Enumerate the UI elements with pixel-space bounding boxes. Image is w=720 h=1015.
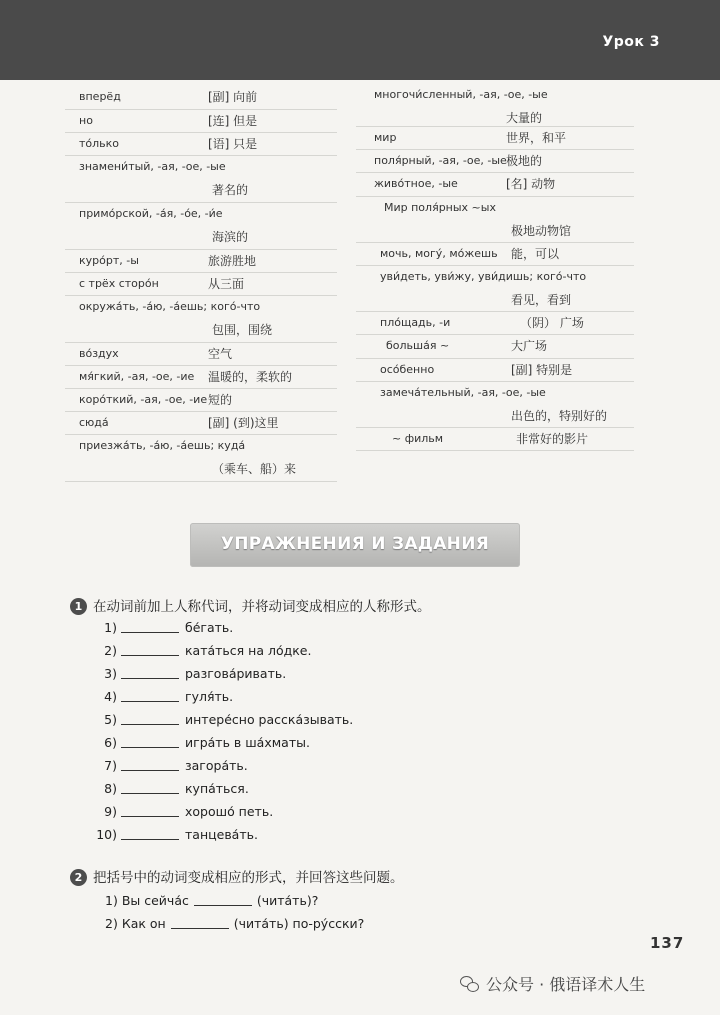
item-number: 5) [104, 712, 117, 727]
vocab-row [356, 359, 634, 382]
vocab-word: коро́ткий, -ая, -ое, -ие [79, 393, 208, 406]
vocab-row [65, 110, 337, 133]
vocab-word: куро́рт, -ы [79, 254, 139, 267]
exercise-item [95, 689, 353, 712]
vocab-word: приезжа́ть, -а́ю, -а́ешь; куда́ [79, 439, 246, 452]
vocab-word: примо́рской, -а́я, -о́е, -и́е [79, 207, 223, 220]
vocab-row [65, 389, 337, 412]
exercise-item [95, 758, 353, 781]
item-number: 1) [105, 893, 118, 908]
vocab-row [65, 156, 337, 203]
vocab-word: живо́тное, -ые [374, 177, 458, 190]
vocab-word: многочи́сленный, -ая, -ое, -ые [374, 88, 548, 101]
answer-blank[interactable] [121, 620, 179, 633]
vocab-row [65, 366, 337, 389]
vocab-translation: 出色的，特别好的 [511, 409, 608, 423]
vocab-row [356, 150, 634, 173]
vocab-list-left [65, 86, 337, 482]
item-text: разгова́ривать. [185, 666, 287, 681]
vocab-word: больша́я ~ [386, 339, 450, 352]
exercise-item [95, 712, 353, 735]
vocab-word: окружа́ть, -а́ю, -а́ешь; кого́-что [79, 300, 261, 313]
vocab-translation: 极地动物馆 [511, 224, 572, 238]
vocab-word: во́здух [79, 347, 119, 360]
answer-blank[interactable] [121, 735, 179, 748]
vocab-translation: 极地的 [506, 154, 543, 168]
item-text-before: Как он [121, 916, 166, 931]
vocab-translation: （乘车、船）来 [212, 462, 297, 476]
exercise-1-list [95, 620, 353, 850]
exercise-item [95, 781, 353, 804]
item-text: интере́сно расска́зывать. [185, 712, 354, 727]
exercise-item [95, 804, 353, 827]
vocab-row [356, 127, 634, 150]
vocab-translation: [连] 但是 [208, 114, 258, 128]
vocab-translation: 大量的 [506, 111, 543, 125]
vocab-translation: [副] 向前 [208, 90, 258, 104]
item-text-after: (чита́ть)? [256, 893, 319, 908]
page-number: 137 [650, 934, 685, 952]
vocab-row [65, 412, 337, 435]
vocab-word: поля́рный, -ая, -ое, -ые [374, 154, 507, 167]
answer-blank[interactable] [171, 916, 229, 929]
vocab-translation: 旅游胜地 [208, 254, 257, 268]
exercise-item [95, 643, 353, 666]
answer-blank[interactable] [121, 689, 179, 702]
vocab-translation: 看见，看到 [511, 293, 572, 307]
exercise-item [105, 893, 364, 916]
vocab-row [356, 84, 634, 127]
item-text: ката́ться на ло́дке. [185, 643, 312, 658]
vocab-row [65, 343, 337, 366]
item-number: 10) [96, 827, 117, 842]
vocab-translation: 包围，围绕 [212, 323, 273, 337]
exercise-instruction: 在动词前加上人称代词，并将动词变成相应的人称形式。 [93, 599, 431, 615]
vocab-word: мочь, могу́, мо́жешь [380, 247, 498, 260]
vocab-word: вперёд [79, 90, 121, 103]
item-text: танцева́ть. [185, 827, 258, 842]
item-number: 1) [104, 620, 117, 635]
exercise-2-title [70, 866, 404, 886]
answer-blank[interactable] [121, 781, 179, 794]
vocab-word: осо́бенно [380, 363, 435, 376]
item-number: 7) [104, 758, 117, 773]
answer-blank[interactable] [121, 827, 179, 840]
answer-blank[interactable] [121, 643, 179, 656]
vocab-translation: 世界，和平 [506, 131, 567, 145]
answer-blank[interactable] [194, 893, 252, 906]
vocab-row [65, 250, 337, 273]
item-text: гуля́ть. [185, 689, 234, 704]
item-text: купа́ться. [185, 781, 249, 796]
item-number: 6) [104, 735, 117, 750]
vocab-row [356, 173, 634, 197]
vocab-word: ~ фильм [392, 432, 444, 445]
exercise-item [95, 735, 353, 758]
item-text-after: (чита́ть) по-ру́сски? [233, 916, 365, 931]
vocab-word: то́лько [79, 137, 120, 150]
vocab-row [65, 203, 337, 250]
vocab-word: мир [374, 131, 397, 144]
section-title: УПРАЖНЕНИЯ И ЗАДАНИЯ [220, 534, 490, 554]
vocab-list-right [356, 84, 634, 451]
vocab-translation: 著名的 [212, 183, 249, 197]
vocab-translation: 海滨的 [212, 230, 249, 244]
exercise-1-title [70, 595, 431, 615]
exercise-number-badge: 2 [70, 869, 87, 886]
vocab-translation: 能，可以 [511, 247, 560, 261]
item-text: игра́ть в ша́хматы. [185, 735, 310, 750]
header-band [0, 0, 720, 80]
vocab-row [65, 296, 337, 343]
vocab-translation: （阴） 广场 [520, 316, 584, 330]
item-text-before: Вы сейча́с [121, 893, 189, 908]
vocab-word: уви́деть, уви́жу, уви́дишь; кого́-что [380, 270, 587, 283]
exercise-number-badge: 1 [70, 598, 87, 615]
vocab-row [65, 435, 337, 482]
item-number: 8) [104, 781, 117, 796]
vocab-word: мя́гкий, -ая, -ое, -ие [79, 370, 195, 383]
watermark [460, 972, 645, 995]
vocab-translation: 大广场 [511, 339, 548, 353]
item-number: 2) [105, 916, 118, 931]
vocab-translation: 空气 [208, 347, 233, 361]
vocab-word: Мир поля́рных ~ых [384, 201, 496, 214]
item-number: 2) [104, 643, 117, 658]
vocab-row [356, 382, 634, 428]
vocab-word: с трёх сторо́н [79, 277, 159, 290]
vocab-row [356, 335, 634, 359]
answer-blank[interactable] [121, 666, 179, 679]
vocab-word: знамени́тый, -ая, -ое, -ые [79, 160, 226, 173]
section-banner [190, 523, 520, 567]
vocab-translation: [副] 特别是 [511, 363, 573, 377]
answer-blank[interactable] [121, 712, 179, 725]
vocab-translation: 温暖的，柔软的 [208, 370, 293, 384]
vocab-translation: [名] 动物 [506, 177, 556, 191]
vocab-row [65, 86, 337, 110]
answer-blank[interactable] [121, 758, 179, 771]
exercise-item [95, 620, 353, 643]
vocab-row [65, 273, 337, 296]
vocab-word: но [79, 114, 93, 127]
item-number: 9) [104, 804, 117, 819]
vocab-translation: 短的 [208, 393, 233, 407]
answer-blank[interactable] [121, 804, 179, 817]
item-number: 3) [104, 666, 117, 681]
vocab-translation: 非常好的影片 [516, 432, 589, 446]
vocab-row [356, 266, 634, 312]
exercise-instruction: 把括号中的动词变成相应的形式，并回答这些问题。 [93, 870, 404, 886]
exercise-item [95, 827, 353, 850]
vocab-row [356, 312, 634, 335]
vocab-translation: [语] 只是 [208, 137, 258, 151]
vocab-translation: [副] (到)这里 [208, 416, 279, 430]
vocab-word: пло́щадь, -и [380, 316, 451, 329]
exercise-2-list [105, 893, 364, 939]
item-text: бе́гать. [185, 620, 234, 635]
item-number: 4) [104, 689, 117, 704]
vocab-row [356, 243, 634, 266]
vocab-word: замеча́тельный, -ая, -ое, -ые [380, 386, 546, 399]
wechat-icon [460, 975, 480, 993]
vocab-row [356, 197, 634, 243]
lesson-label: Урок 3 [602, 34, 660, 50]
exercise-item [105, 916, 364, 939]
item-text: загора́ть. [185, 758, 248, 773]
watermark-text: 公众号 · 俄语译术人生 [486, 975, 646, 994]
vocab-row [65, 133, 337, 156]
item-text: хорошо́ петь. [185, 804, 274, 819]
vocab-translation: 从三面 [208, 277, 245, 291]
exercise-item [95, 666, 353, 689]
vocab-word: сюда́ [79, 416, 109, 429]
vocab-row [356, 428, 634, 451]
